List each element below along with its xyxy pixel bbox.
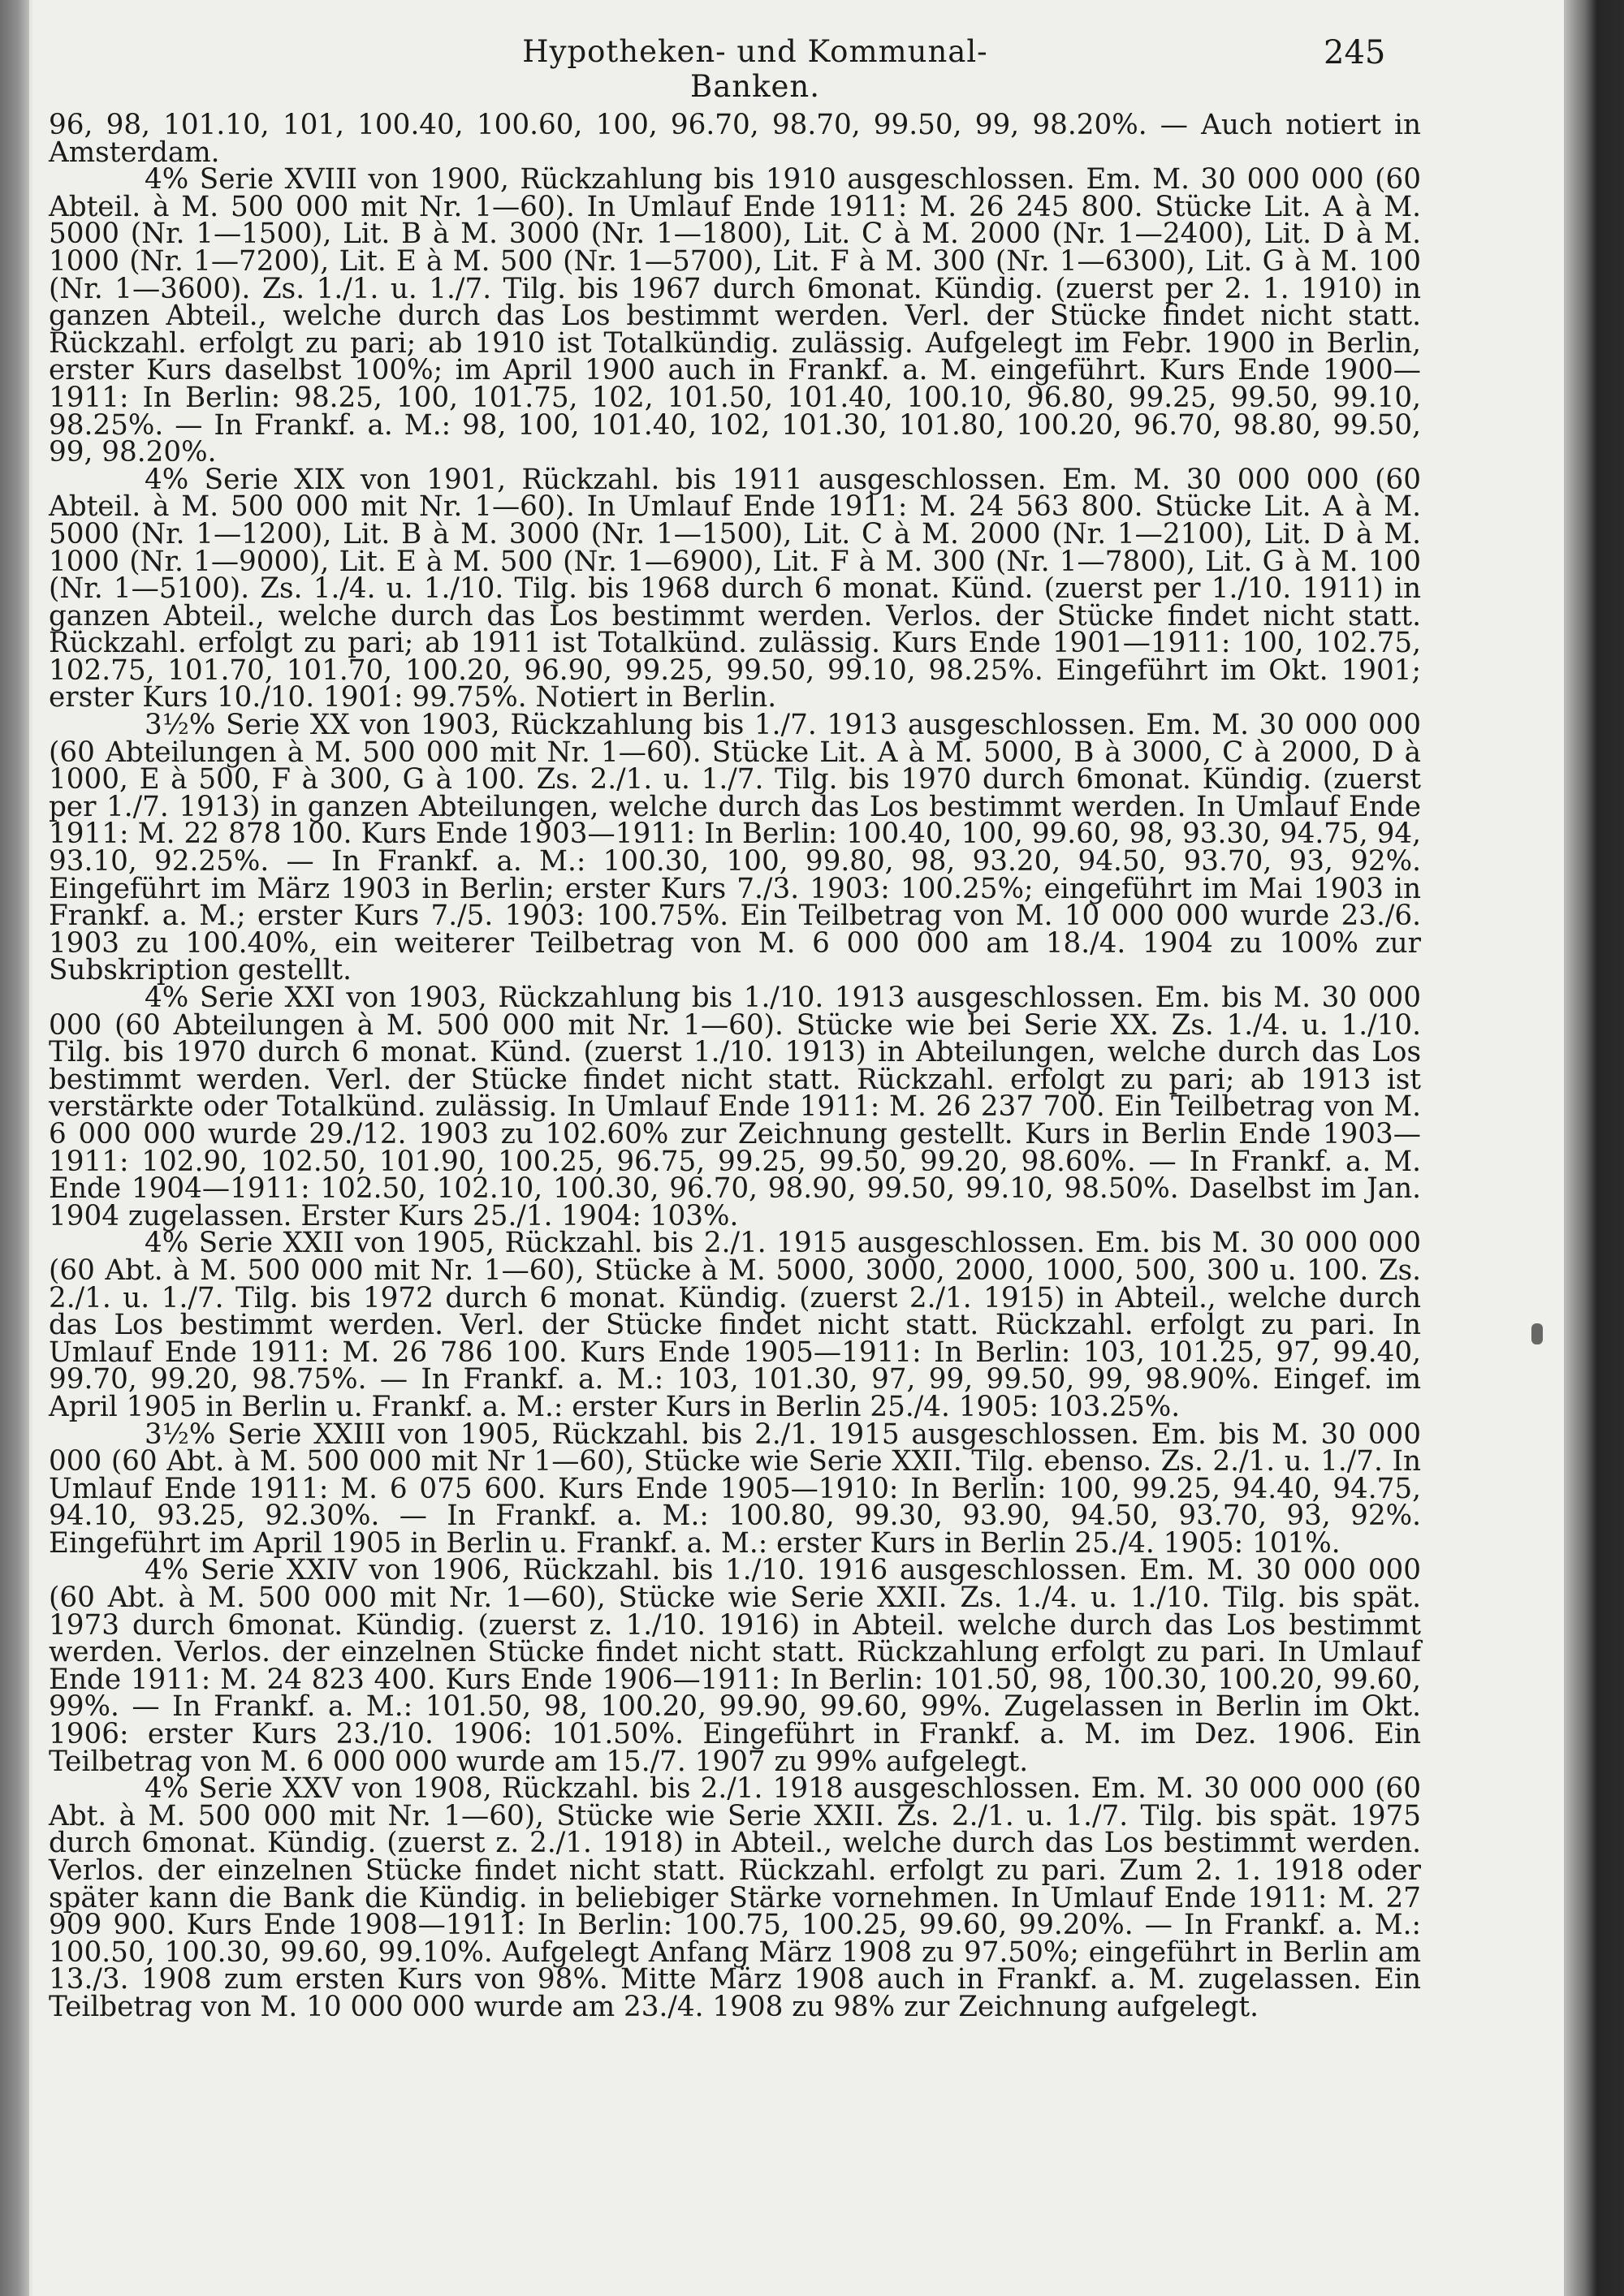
paragraph-serie-xxi: 4% Serie XXI von 1903, Rückzahlung bis 1./10. 1913 ausgeschlossen. Em. bis M. 30 000 000 (60 Abteilungen à M. 500 000 mit Nr. 1—60). Stücke wie bei Serie XX. Zs. 1./4. u. 1./10. Tilg. bis 1970 durch 6 monat. Künd. (zuerst 1./10. 1913) in Abteilungen, welche durch das Los bestimmt werden. Verl. der Stücke findet nicht statt. Rückzahl. erfolgt zu pari; ab 1913 ist verstärkte oder Totalkünd. zulässig. In Umlauf Ende 1911: M. 26 237 700. Ein Teilbetrag von M. 6 000 000 wurde 29./12. 1903 zu 102.60% zur Zeichnung gestellt. Kurs in Berlin Ende 1903—1911: 102.90, 102.50, 101.90, 100.25, 96.75, 99.25, 99.50, 99.20, 98.60%. — In Frankf. a. M. Ende 1904—1911: 102.50, 102.10, 100.30, 96.70, 98.90, 99.50, 99.10, 98.50%. Daselbst im Jan. 1904 zugelassen. Erster Kurs 25./1. 1904: 103%.: [49, 982, 1421, 1232]
page-number: 245: [1324, 34, 1386, 71]
paragraph-serie-xix: 4% Serie XIX von 1901, Rückzahl. bis 1911 ausgeschlossen. Em. M. 30 000 000 (60 Abteil. à M. 500 000 mit Nr. 1—60). In Umlauf Ende 1911: M. 24 563 800. Stücke Lit. A à M. 5000 (Nr. 1—1200), Lit. B à M. 3000 (Nr. 1—1500), Lit. C à M. 2000 (Nr. 1—2100), Lit. D à M. 1000 (Nr. 1—9000), Lit. E à M. 500 (Nr. 1—6900), Lit. F à M. 300 (Nr. 1—7800), Lit. G à M. 100 (Nr. 1—5100). Zs. 1./4. u. 1./10. Tilg. bis 1968 durch 6 monat. Künd. (zuerst per 1./10. 1911) in ganzen Abteil., welche durch das Los bestimmt werden. Verlos. der Stücke findet nicht statt. Rückzahl. erfolgt zu pari; ab 1911 ist Totalkünd. zulässig. Kurs Ende 1901—1911: 100, 102.75, 102.75, 101.70, 101.70, 100.20, 96.90, 99.25, 99.50, 99.10, 98.25%. Eingeführt im Okt. 1901; erster Kurs 10./10. 1901: 99.75%. Notiert in Berlin.: [49, 463, 1421, 714]
paragraph-serie-xxv: 4% Serie XXV von 1908, Rückzahl. bis 2./1. 1918 ausgeschlossen. Em. M. 30 000 000 (60 Abt. à M. 500 000 mit Nr. 1—60), Stücke wie Serie XXII. Zs. 2./1. u. 1./7. Tilg. bis spät. 1975 durch 6monat. Kündig. (zuerst z. 2./1. 1918) in Abteil., welche durch das Los bestimmt werden. Verlos. der einzelnen Stücke findet nicht statt. Rückzahl. erfolgt zu pari. Zum 2. 1. 1918 oder später kann die Bank die Kündig. in beliebiger Stärke vornehmen. In Umlauf Ende 1911: M. 27 909 900. Kurs Ende 1908—1911: In Berlin: 100.75, 100.25, 99.60, 99.20%. — In Frankf. a. M.: 100.50, 100.30, 99.60, 99.10%. Aufgelegt Anfang März 1908 zu 97.50%; eingeführt in Berlin am 13./3. 1908 zum ersten Kurs von 98%. Mitte März 1908 auch in Frankf. a. M. zugelassen. Ein Teilbetrag von M. 10 000 000 wurde am 23./4. 1908 zu 98% zur Zeichnung aufgelegt.: [49, 1772, 1421, 2023]
paragraph-serie-xxiii: 3½% Serie XXIII von 1905, Rückzahl. bis 2./1. 1915 ausgeschlossen. Em. bis M. 30 000 000 (60 Abt. à M. 500 000 mit Nr 1—60), Stücke wie Serie XXII. Tilg. ebenso. Zs. 2./1. u. 1./7. In Umlauf Ende 1911: M. 6 075 600. Kurs Ende 1905—1910: In Berlin: 100, 99.25, 94.40, 94.75, 94.10, 93.25, 92.30%. — In Frankf. a. M.: 100.80, 99.30, 93.90, 94.50, 93.70, 93, 92%. Eingeführt im April 1905 in Berlin u. Frankf. a. M.: erster Kurs in Berlin 25./4. 1905: 101%.: [49, 1418, 1421, 1560]
paragraph-serie-xx: 3½% Serie XX von 1903, Rückzahlung bis 1./7. 1913 ausgeschlossen. Em. M. 30 000 000 (60 Abteilungen à M. 500 000 mit Nr. 1—60). Stücke Lit. A à M. 5000, B à 3000, C à 2000, D à 1000, E à 500, F à 300, G à 100. Zs. 2./1. u. 1./7. Tilg. bis 1970 durch 6monat. Kündig. (zuerst per 1./7. 1913) in ganzen Abteilungen, welche durch das Los bestimmt werden. In Umlauf Ende 1911: M. 22 878 100. Kurs Ende 1903—1911: In Berlin: 100.40, 100, 99.60, 98, 93.30, 94.75, 94, 93.10, 92.25%. — In Frankf. a. M.: 100.30, 100, 99.80, 98, 93.20, 94.50, 93.70, 93, 92%. Eingeführt im März 1903 in Berlin; erster Kurs 7./3. 1903: 100.25%; eingeführt im Mai 1903 in Frankf. a. M.; erster Kurs 7./5. 1903: 100.75%. Ein Teilbetrag von M. 10 000 000 wurde 23./6. 1903 zu 100.40%, ein weiterer Teilbetrag von M. 6 000 000 am 18./4. 1904 zu 100% zur Subskription gestellt.: [49, 709, 1421, 987]
paragraph-serie-xviii: 4% Serie XVIII von 1900, Rückzahlung bis 1910 ausgeschlossen. Em. M. 30 000 000 (60 Abteil. à M. 500 000 mit Nr. 1—60). In Umlauf Ende 1911: M. 26 245 800. Stücke Lit. A à M. 5000 (Nr. 1—1500), Lit. B à M. 3000 (Nr. 1—1800), Lit. C à M. 2000 (Nr. 1—2400), Lit. D à M. 1000 (Nr. 1—7200), Lit. E à M. 500 (Nr. 1—5700), Lit. F à M. 300 (Nr. 1—6300), Lit. G à M. 100 (Nr. 1—3600). Zs. 1./1. u. 1./7. Tilg. bis 1967 durch 6monat. Kündig. (zuerst per 2. 1. 1910) in ganzen Abteil., welche durch das Los bestimmt werden. Verl. der Stücke findet nicht statt. Rückzahl. erfolgt zu pari; ab 1910 ist Totalkündig. zulässig. Aufgelegt im Febr. 1900 in Berlin, erster Kurs daselbst 100%; im April 1900 auch in Frankf. a. M. eingeführt. Kurs Ende 1900—1911: In Berlin: 98.25, 100, 101.75, 102, 101.50, 101.40, 100.10, 96.80, 99.25, 99.50, 99.10, 98.25%. — In Frankf. a. M.: 98, 100, 101.40, 102, 101.30, 101.80, 100.20, 96.70, 98.80, 99.50, 99, 98.20%.: [49, 163, 1421, 469]
header-title: Hypotheken- und Kommunal-Banken.: [522, 34, 988, 104]
paragraph-serie-xxii: 4% Serie XXII von 1905, Rückzahl. bis 2./1. 1915 ausgeschlossen. Em. bis M. 30 000 000 (60 Abt. à M. 500 000 mit Nr. 1—60), Stücke à M. 5000, 3000, 2000, 1000, 500, 300 u. 100. Zs. 2./1. u. 1./7. Tilg. bis 1972 durch 6 monat. Kündig. (zuerst 2./1. 1915) in Abteil., welche durch das Los bestimmt werden. Verl. der Stücke findet nicht statt. Rückzahl. erfolgt zu pari. In Umlauf Ende 1911: M. 26 786 100. Kurs Ende 1905—1911: In Berlin: 103, 101.25, 97, 99.40, 99.70, 99.20, 98.75%. — In Frankf. a. M.: 103, 101.30, 97, 99, 99.50, 99, 98.90%. Eingef. im April 1905 in Berlin u. Frankf. a. M.: erster Kurs in Berlin 25./4. 1905: 103.25%.: [49, 1227, 1421, 1423]
page-right-edge-shadow: [1564, 0, 1624, 2296]
document-page: [32, 0, 1564, 2296]
running-header: [32, 34, 1564, 104]
document-body: [49, 109, 1421, 2023]
paragraph-continuation: 96, 98, 101.10, 101, 100.40, 100.60, 100, 96.70, 98.70, 99.50, 99, 98.20%. — Auch notiert in Amsterdam.: [49, 109, 1421, 169]
paragraph-serie-xxiv: 4% Serie XXIV von 1906, Rückzahl. bis 1./10. 1916 ausgeschlossen. Em. M. 30 000 000 (60 Abt. à M. 500 000 mit Nr. 1—60), Stücke wie Serie XXII. Zs. 1./4. u. 1./10. Tilg. bis spät. 1973 durch 6monat. Kündig. (zuerst z. 1./10. 1916) in Abteil. welche durch das Los bestimmt werden. Verlos. der einzelnen Stücke findet nicht statt. Rückzahlung erfolgt zu pari. In Umlauf Ende 1911: M. 24 823 400. Kurs Ende 1906—1911: In Berlin: 101.50, 98, 100.30, 100.20, 99.60, 99%. — In Frankf. a. M.: 101.50, 98, 100.20, 99.90, 99.60, 99%. Zugelassen in Berlin im Okt. 1906: erster Kurs 23./10. 1906: 101.50%. Eingeführt in Frankf. a. M. im Dez. 1906. Ein Teilbetrag von M. 6 000 000 wurde am 15./7. 1907 zu 99% aufgelegt.: [49, 1554, 1421, 1778]
page-left-edge-shadow: [0, 0, 29, 2296]
ink-smudge: [1531, 1323, 1543, 1344]
